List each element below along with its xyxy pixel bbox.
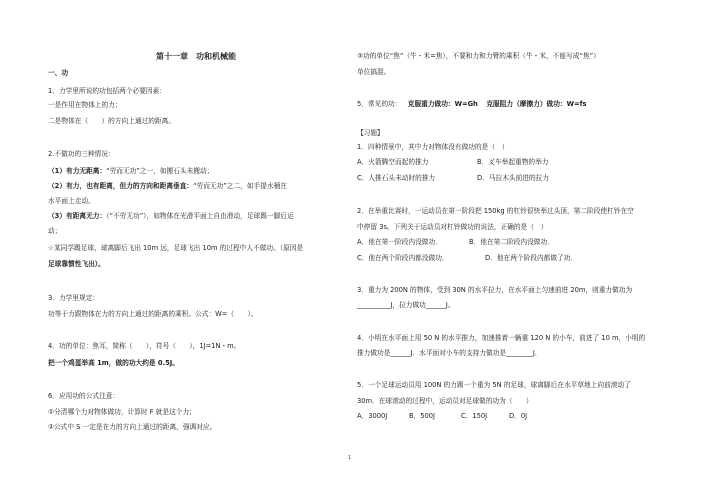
question1-stem: 1．四种情景中，其中力对物体没有做功的是（ ） xyxy=(357,143,509,151)
point5-label: 5．常见的功： xyxy=(357,100,402,108)
question1-option-c: C．人推石头未动时的推力 xyxy=(357,174,436,182)
point2-case1-text: “劳而无功”之一，如搬石头未搬动； xyxy=(106,167,214,175)
exercise-heading: 【习题】 xyxy=(357,129,384,137)
question5-stem: 5．一个足球运动员用 100N 的力踢一个重为 5N 的足球，球离脚后在水平草地上向前滚动了 xyxy=(357,381,631,389)
point2-example: ☆某同学踢足球，球离脚后飞出 10m 远，足球飞出 10m 的过程中人不做功。（原因是 xyxy=(48,244,304,252)
question2-option-a: A．他在第一阶段内没做功． xyxy=(357,238,442,246)
point5-friction-work: 克服阻力（摩擦力）做功：W=fs xyxy=(486,100,587,108)
point1-factor-a: 一是作用在物体上的力； xyxy=(48,101,122,109)
point6-note3-cont: 单位搞混。 xyxy=(357,68,391,76)
section-heading-work: 一、功 xyxy=(48,69,69,77)
question5-option-b: B．500J xyxy=(409,412,436,420)
point6-note1: ①分清哪个力对物体做功，计算时 F 就是这个力； xyxy=(48,408,196,416)
point2-case2-label: （2）有力，也有距离，但力的方向和距离垂直： xyxy=(48,182,194,190)
point2-case3-text: （“不劳无功”），如物体在光滑平面上自由滑动，足球踢一脚后运 xyxy=(106,212,294,220)
point6-note3: ③功的单位“焦”（牛・米=焦），不要和力和力臂的乘积（牛・米，不能写成“焦”） xyxy=(357,52,600,60)
point2-case3-label: （3）有距离无力： xyxy=(48,212,107,220)
question5-option-d: D．0J xyxy=(509,412,528,420)
question5-option-c: C．150J xyxy=(461,412,488,420)
point6-note2: ②公式中 S 一定是在力的方向上通过的距离，强调对应。 xyxy=(48,423,217,431)
question2-option-c: C．他在两个阶段内都没做功． xyxy=(357,254,449,262)
question2-stem-cont: 中停留 3s。下列关于运动员对杠铃做功的说法，正确的是（ ） xyxy=(357,223,548,231)
question4-stem: 4．小明在水平面上用 50 N 的水平推力，加速推着一辆重 120 N 的小车，前进了 10 m，小明的 xyxy=(357,334,646,342)
question1-option-d: D．马拉木头前进的拉力 xyxy=(477,174,550,182)
question1-option-a: A．火箭腾空而起的推力 xyxy=(357,158,429,166)
point6-heading: 6．应用功的公式注意： xyxy=(48,392,120,400)
point1-factor-b: 二是物体在（ ）的方向上通过的距离。 xyxy=(48,117,176,125)
point2-case1 xyxy=(48,167,213,176)
point2-case2-cont: 水平面上走动。 xyxy=(48,197,95,205)
point2-case1-label: （1）有力无距离： xyxy=(48,167,107,175)
point5-common-work xyxy=(357,100,586,109)
point2-case3 xyxy=(48,212,294,221)
point5-gravity-work: 克服重力做功：W=Gh xyxy=(407,100,478,108)
question2-option-b: B．他在第二阶段内没做功． xyxy=(469,238,554,246)
point2-case2-text: “劳而无功”之二，如手提水桶在 xyxy=(193,182,287,190)
point4-example: 把一个鸡蛋举高 1m，做的功大约是 0.5J。 xyxy=(48,359,179,367)
question2-option-d: D．他在两个阶段内都做了功． xyxy=(485,254,578,262)
page-number: 1 xyxy=(348,455,352,461)
point2-case2 xyxy=(48,182,287,191)
point3-body: 功等于力跟物体在力的方向上通过的距离的乘积。公式：W=（ ）。 xyxy=(48,310,258,318)
point2-case3-cont: 动； xyxy=(48,227,62,235)
point2-heading: 2.不做功的三种情况： xyxy=(48,150,115,158)
question1-option-b: B．叉车举起重物的举力 xyxy=(477,158,549,166)
question3-blanks: __________J，拉力做功______J。 xyxy=(357,301,455,309)
question3-stem: 3．重力为 200N 的物体，受到 30N 的水平拉力，在水平面上匀速前进 20m，则重力做功为 xyxy=(357,286,633,294)
question5-stem-cont: 30m．在球滚动的过程中，运动员对足球做的功为（ ） xyxy=(357,397,533,405)
chapter-title: 第十一章 功和机械能 xyxy=(156,52,236,61)
point3-heading: 3．力学里规定： xyxy=(48,294,100,302)
question2-stem: 2．在举重比赛时，一运动员在第一阶段把 150kg 的杠铃很快举过头顶，第二阶段使杠铃在空 xyxy=(357,207,634,215)
point2-example-reason: 足球靠惯性飞出）。 xyxy=(48,260,105,268)
point4-heading: 4．功的单位：焦耳，简称（ ），符号（ ），1J=1N・m。 xyxy=(48,342,241,350)
point1-heading: 1．力学里所说的功包括两个必要因素： xyxy=(48,87,166,95)
question4-blanks: 推力做功是______J．水平面对小车的支持力做功是________J． xyxy=(357,349,542,357)
question5-option-a: A．3000J xyxy=(357,412,388,420)
